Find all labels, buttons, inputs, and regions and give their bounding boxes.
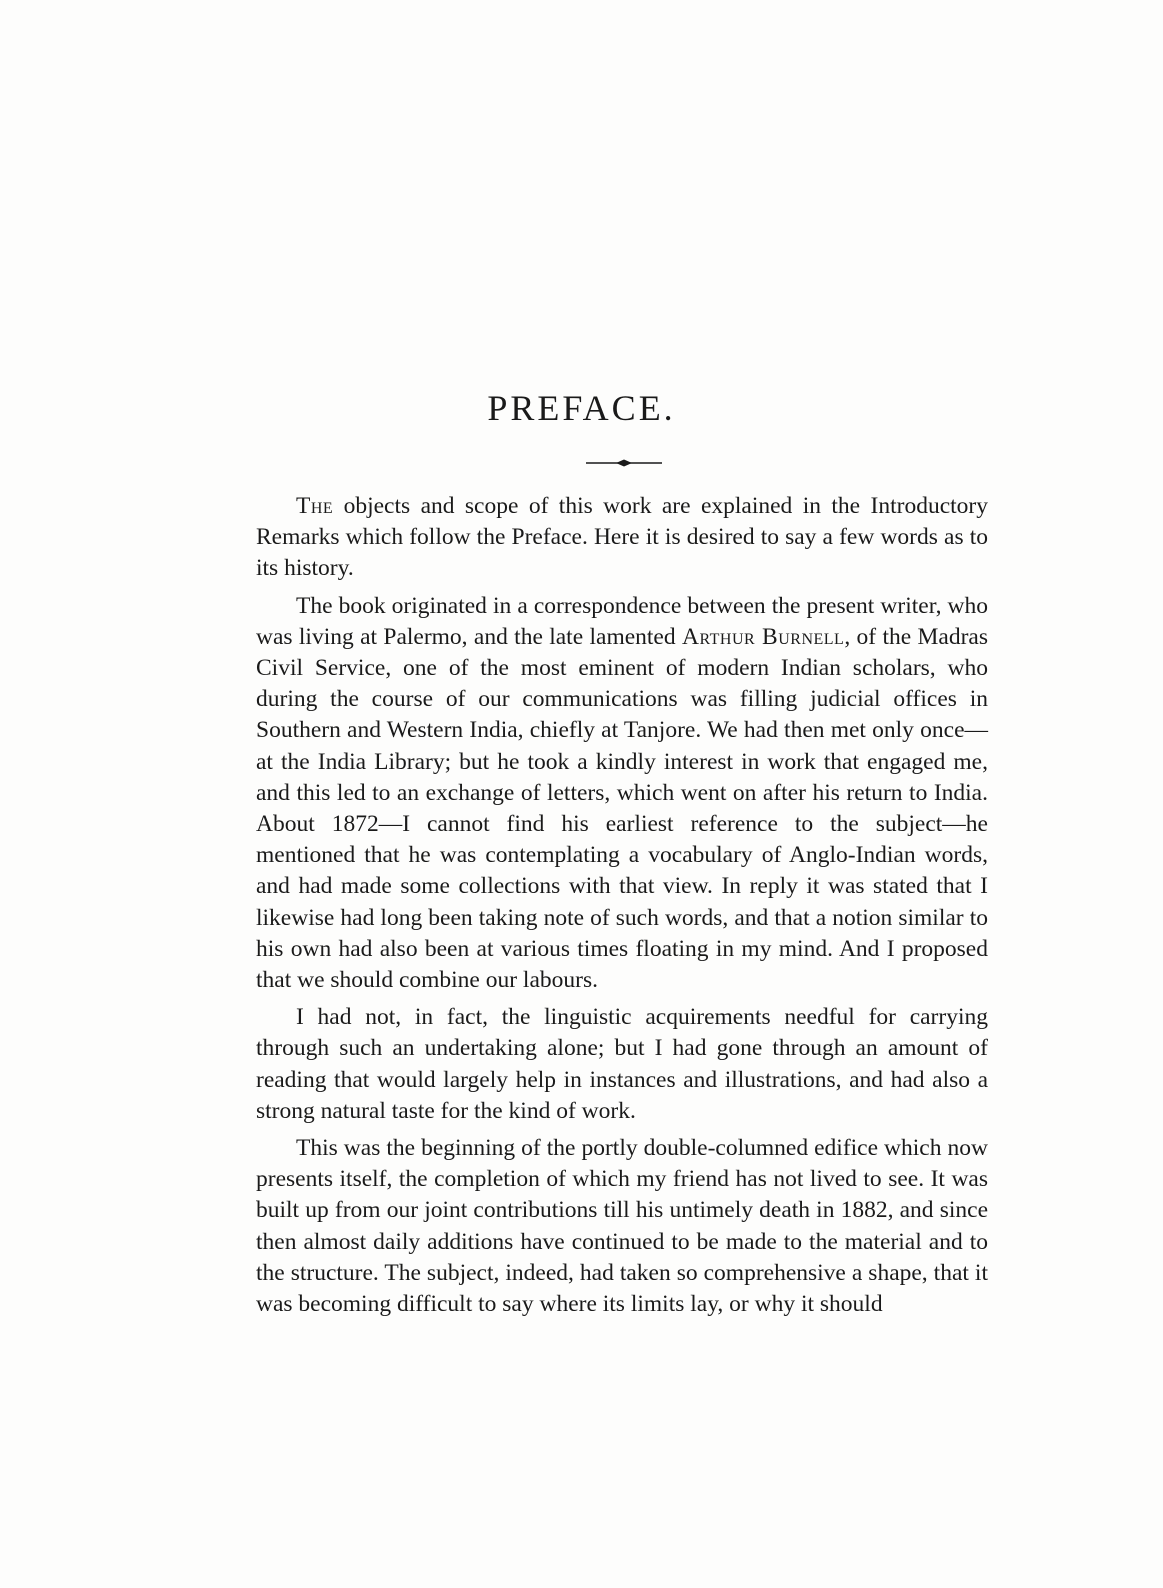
paragraph-3: I had not, in fact, the linguistic acquirements needful for carrying through such an undertaking alone; but I had gone through an amount of reading that would largely help in instances and illustrations, and had also a strong natural taste for the kind of work.	[256, 1004, 988, 1124]
title-ornament-rule	[586, 458, 662, 468]
page-title: PREFACE.	[487, 388, 676, 428]
paragraph-4: This was the beginning of the portly double-columned edifice which now presents itself, the completion of which my friend has not lived to see. It was built up from our joint contributions till his untimely death in 1882, and since then almost daily additions have continued to be made to the material and to the structure. The subject, indeed, had taken so comprehensive a shape, that it was becoming difficult to say where its limits lay, or why it should	[256, 1135, 988, 1318]
paragraph-2-text-after: , of the Madras Civil Service, one of the most eminent of modern Indian scholars, who during the course of our communications was filling judicial offices in Southern and Western India, chiefly at Tanjore. We had then met only once—at the India Library; but he took a kindly interest in work that engaged me, and this led to an exchange of letters, which went on after his return to India. About 1872—I cannot find his earliest reference to the subject—he mentioned that he was contemplating a vocabulary of Anglo-Indian words, and had made some collections with that view. In reply it was stated that I likewise had long been taking note of such words, and that a notion similar to his own had also been at various times floating in my mind. And I proposed that we should combine our labours.	[256, 623, 988, 994]
preface-body	[256, 491, 988, 1326]
paragraph-2-name: Arthur Burnell	[681, 623, 845, 650]
paragraph-1-text: objects and scope of this work are explained in the Introductory Remarks which follow the Preface. Here it is desired to say a few words as to its history.	[256, 493, 988, 582]
paragraph-1	[256, 491, 988, 585]
paragraph-1-lead-word: The	[296, 493, 334, 519]
paragraph-2	[256, 591, 988, 997]
paragraph-2-text-before: The book originated in a correspondence between the present writer, who was living at Palermo, and the late lamented	[256, 592, 988, 650]
